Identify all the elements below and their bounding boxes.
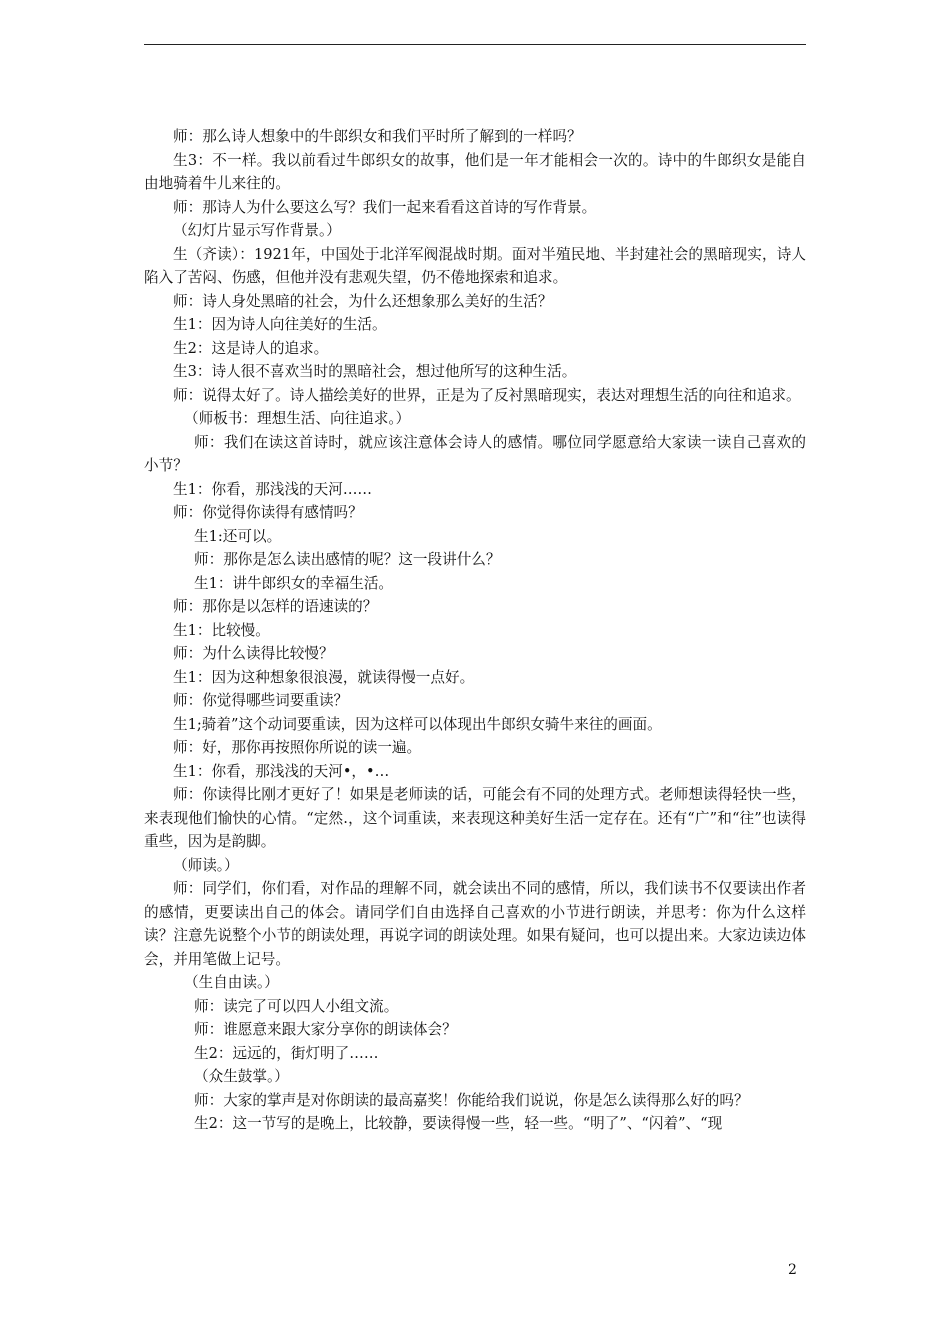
paragraph: 生1：讲牛郎织女的幸福生活。 [194,574,394,592]
paragraph: 师：诗人身处黑暗的社会，为什么还想象那么美好的生活？ [173,292,553,310]
paragraph: （生自由读。） [184,974,279,991]
paragraph: 生2：远远的，街灯明了…… [194,1044,379,1062]
header-rule [144,44,806,45]
paragraph: 师：你觉得哪些词要重读？ [173,692,349,709]
paragraph: 师：读完了可以四人小组文流。 [194,997,399,1015]
paragraph: 生3：不一样。我以前看过牛郎织女的故事，他们是一年才能相会一次的。诗中的牛郎织女是能自由地骑着牛儿来往的。 [144,151,806,192]
paragraph: 生1：因为这种想象很浪漫，就读得慢一点好。 [173,668,475,686]
paragraph: 师：那你是怎么读出感情的呢？这一段讲什么？ [194,551,501,568]
paragraph: 师：那你是以怎样的语速读的？ [173,598,378,615]
paragraph: （幻灯片显示写作背景。） [173,222,341,239]
paragraph: 师：谁愿意来跟大家分享你的朗读体会？ [194,1021,457,1038]
paragraph: 生1:还可以。 [194,527,282,545]
paragraph: 师：你觉得你读得有感情吗？ [173,504,363,521]
paragraph: 师：说得太好了。诗人描绘美好的世界，正是为了反衬黑暗现实，表达对理想生活的向往和追求。 [173,386,801,404]
paragraph: 师：你读得比刚才更好了！如果是老师读的话，可能会有不同的处理方式。老师想读得轻快一些，来表现他们愉快的心情。“定然.，这个词重读，来表现这种美好生活一定存在。还有“广”和“往”也读得重些，因为是韵脚。 [144,786,806,850]
paragraph: 生1：因为诗人向往美好的生活。 [173,316,387,333]
paragraph: 生3：诗人很不喜欢当时的黑暗社会，想过他所写的这种生活。 [173,363,577,380]
paragraph: 生（齐读）：1921年，中国处于北洋军阀混战时期。面对半殖民地、半封建社会的黑暗现实，诗人陷入了苦闷、伤感，但他并没有悲观失望，仍不倦地探索和追求。 [144,245,806,286]
paragraph: 师：我们在读这首诗时，就应该注意体会诗人的感情。哪位同学愿意给大家读一读自己喜欢的小节？ [144,433,806,474]
paragraph: 师：为什么读得比较慢？ [173,645,334,662]
paragraph: 师：大家的掌声是对你朗读的最高嘉奖！你能给我们说说，你是怎么读得那么好的吗？ [194,1091,749,1109]
page-number: 2 [788,1262,797,1278]
paragraph: 生2：这是诗人的追求。 [173,339,329,357]
paragraph: 师：好，那你再按照你所说的读一遍。 [173,739,422,756]
paragraph: （众生鼓掌。） [194,1068,289,1085]
paragraph: 师：那么诗人想象中的牛郎织女和我们平时所了解到的一样吗？ [173,128,582,145]
paragraph: （师板书：理想生活、向往追求。） [184,410,411,427]
paragraph: 师：那诗人为什么要这么写？我们一起来看看这首诗的写作背景。 [173,198,597,216]
paragraph: 师：同学们，你们看，对作品的理解不同，就会读出不同的感情，所以，我们读书不仅要读出作者的感情，更要读出自己的体会。请同学们自由选择自己喜欢的小节进行朗读，并思考：你为什么这样读？注意先说整个小节的朗读处理，再说字词的朗读处理。如果有疑问，也可以提出来。大家边读边体会，并用笔做上记号。 [144,880,806,968]
paragraph: 生1：你看，那浅浅的天河…… [173,480,373,498]
paragraph: 生1;骑着”这个动词要重读，因为这样可以体现出牛郎织女骑牛来往的画面。 [173,715,662,733]
paragraph: 生2：这一节写的是晚上，比较静，要读得慢一些，轻一些。“明了”、“闪着”、“现 [194,1115,723,1132]
paragraph: （师读。） [173,856,239,874]
document-body [144,125,806,1136]
paragraph: 生1：你看，那浅浅的天河•，•… [173,762,390,780]
paragraph: 生1：比较慢。 [173,621,270,639]
